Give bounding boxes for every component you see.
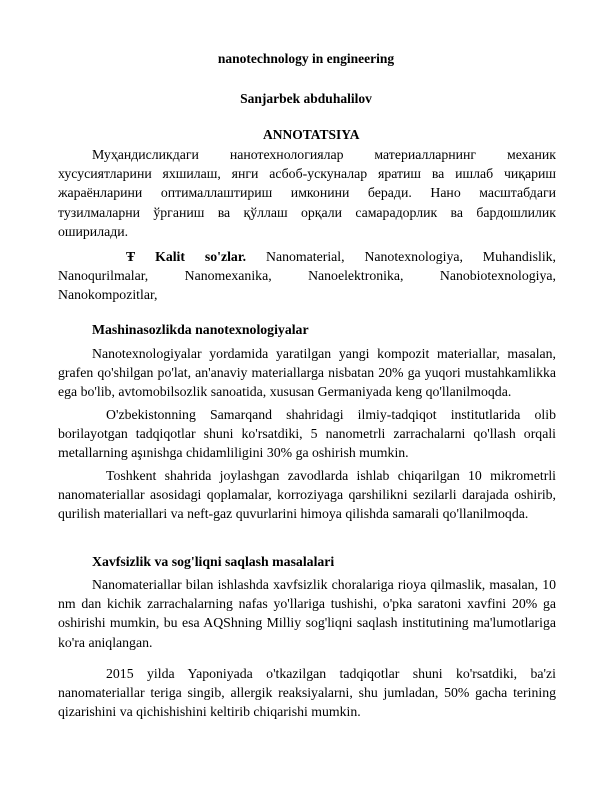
section-heading: Mashinasozlikda nanotexnologiyalar	[92, 322, 309, 337]
keywords-text: Nanomaterial, Nanotexnologiya, Muhandislik, Nanoqurilmalar, Nanomexanika, Nanoelektronika, Nanobiotexnologiya, Nanokompozitlar,	[58, 249, 557, 303]
bullet-icon	[252, 127, 263, 142]
section-paragraph: Toshkent shahrida joylashgan zavodlarda ishlab chiqarilgan 10 mikrometrli nanomateriallar asosidagi qoplamalar, korroziyaga qarshilikni sezilarli darajada oshirib, qurilish materiallari va neft-gaz quvurlarini himoya qilishda samarali qo'llanilmoqda.	[58, 468, 556, 522]
keyword-marker-icon: Ŧ	[126, 249, 136, 264]
annotation-text: Муҳандисликдаги нанотехнологиялар материалларнинг механик хусусиятларини яхшилаш, янги асбоб-ускуналар яратиш ва ишлаб чиқариш жараёнларини оптималлаштириш имконини беради. Нано масштабдаги тузилмаларни ўрганиш ва қўллаш орқали самарадорлик ва бардошлилик оширилади.	[58, 147, 556, 239]
section-paragraph: O'zbekistonning Samarqand shahridagi ilmiy-tadqiqot institutlarida olib borilayotgan tadqiqotlar shuni ko'rsatdiki, 5 nanometrli zarrachalarni qo'llash orqali metallarning aşınishga chidamliligini 30% ga oshirish mumkin.	[58, 407, 556, 461]
section-heading: Xavfsizlik va sog'liqni saqlash masalalari	[92, 554, 335, 569]
keywords-label: Kalit so'zlar.	[155, 249, 247, 264]
author-name: Sanjarbek abduhalilov	[240, 91, 372, 106]
document-title: nanotechnology in engineering	[217, 51, 395, 66]
section-paragraph: 2015 yilda Yaponiyada o'tkazilgan tadqiqotlar shuni ko'rsatdiki, ba'zi nanomateriallar teriga singib, allergik reaksiyalarni, shu jumladan, 50% gacha terining qizarishini va qichishishini keltirib chiqarishi mumkin.	[58, 666, 556, 720]
section-paragraph: Nanomateriallar bilan ishlashda xavfsizlik choralariga rioya qilmaslik, masalan, 10 nm dan kichik zarrachalarning nafas yo'llariga tushishi, o'pka saratoni xavfini 20% ga oshirishi mumkin, bu esa AQShning Milliy sog'liqni saqlash institutining ma'lumotlariga ko'ra aniqlangan.	[58, 577, 556, 650]
section-paragraph: Nanotexnologiyalar yordamida yaratilgan yangi kompozit materiallar, masalan, grafen qo'shilgan po'lat, an'anaviy materiallarga nisbatan 20% ga yuqori mustahkamlikka ega bo'lib, avtomobilsozlik sanoatida, xususan Germaniyada keng qo'llanilmoqda.	[58, 346, 556, 400]
keywords-paragraph	[58, 247, 556, 305]
annotation-heading	[0, 127, 612, 143]
annotation-heading-text: ANNOTATSIYA	[257, 127, 355, 142]
